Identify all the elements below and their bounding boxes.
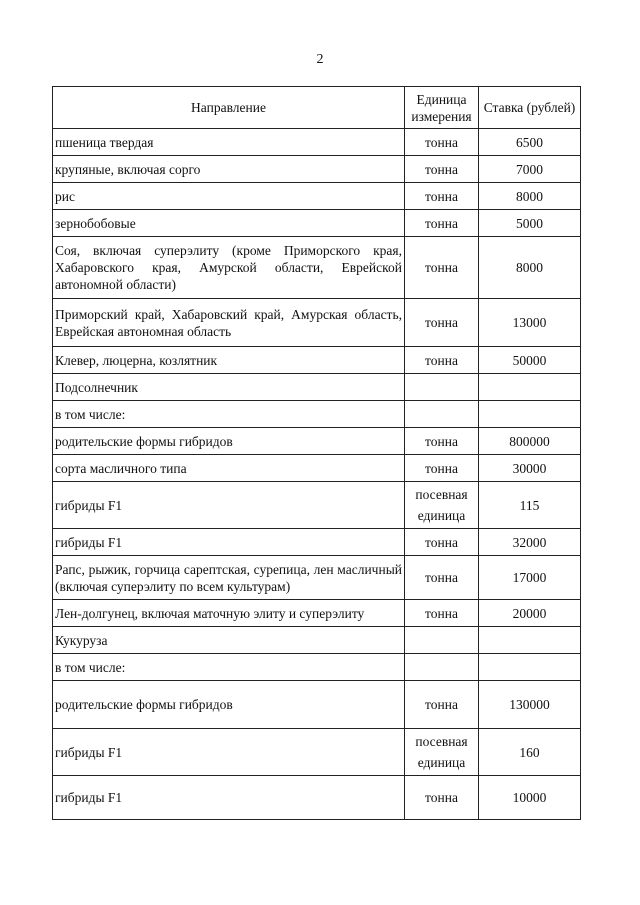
direction-cell: Кукуруза — [53, 627, 405, 654]
direction-cell: сорта масличного типа — [53, 455, 405, 482]
rate-cell: 6500 — [479, 129, 581, 156]
rate-cell: 30000 — [479, 455, 581, 482]
direction-cell: Приморский край, Хабаровский край, Амурская область, Еврейская автономная область — [53, 299, 405, 347]
rate-cell: 50000 — [479, 347, 581, 374]
unit-cell: посевная единица — [405, 729, 479, 776]
rate-cell: 160 — [479, 729, 581, 776]
table-row — [53, 455, 581, 482]
rate-cell — [479, 654, 581, 681]
unit-cell: тонна — [405, 183, 479, 210]
direction-cell: Подсолнечник — [53, 374, 405, 401]
rate-cell: 13000 — [479, 299, 581, 347]
direction-cell: гибриды F1 — [53, 482, 405, 529]
unit-cell — [405, 654, 479, 681]
table-row — [53, 210, 581, 237]
unit-cell: тонна — [405, 129, 479, 156]
direction-cell: крупяные, включая сорго — [53, 156, 405, 183]
table-row — [53, 681, 581, 729]
table-row — [53, 129, 581, 156]
rate-cell: 5000 — [479, 210, 581, 237]
unit-cell: тонна — [405, 776, 479, 820]
rate-cell: 800000 — [479, 428, 581, 455]
direction-cell: гибриды F1 — [53, 529, 405, 556]
direction-cell: Лен-долгунец, включая маточную элиту и суперэлиту — [53, 600, 405, 627]
direction-cell: родительские формы гибридов — [53, 681, 405, 729]
direction-cell: гибриды F1 — [53, 729, 405, 776]
header-unit: Единица измерения — [405, 87, 479, 129]
table-row — [53, 401, 581, 428]
rate-cell: 10000 — [479, 776, 581, 820]
table-row — [53, 556, 581, 600]
unit-cell: тонна — [405, 556, 479, 600]
rate-cell: 32000 — [479, 529, 581, 556]
unit-cell: тонна — [405, 299, 479, 347]
direction-cell: Рапс, рыжик, горчица сарептская, сурепица, лен масличный (включая суперэлиту по всем культурам) — [53, 556, 405, 600]
unit-cell: тонна — [405, 237, 479, 299]
rate-cell — [479, 627, 581, 654]
direction-cell: Соя, включая суперэлиту (кроме Приморского края, Хабаровского края, Амурской области, Еврейской автономной области) — [53, 237, 405, 299]
direction-cell: Клевер, люцерна, козлятник — [53, 347, 405, 374]
unit-cell: тонна — [405, 210, 479, 237]
unit-cell: тонна — [405, 529, 479, 556]
rate-cell — [479, 401, 581, 428]
header-rate: Ставка (рублей) — [479, 87, 581, 129]
table-row — [53, 627, 581, 654]
unit-cell: тонна — [405, 156, 479, 183]
rate-cell: 8000 — [479, 237, 581, 299]
table-row — [53, 654, 581, 681]
direction-cell: родительские формы гибридов — [53, 428, 405, 455]
unit-cell — [405, 401, 479, 428]
table-row — [53, 600, 581, 627]
direction-cell: в том числе: — [53, 401, 405, 428]
unit-cell: тонна — [405, 681, 479, 729]
unit-cell — [405, 627, 479, 654]
table-row — [53, 482, 581, 529]
table-row — [53, 237, 581, 299]
rate-cell: 20000 — [479, 600, 581, 627]
rate-cell: 130000 — [479, 681, 581, 729]
rate-cell: 115 — [479, 482, 581, 529]
table-row — [53, 156, 581, 183]
rates-table — [52, 86, 581, 820]
direction-cell: рис — [53, 183, 405, 210]
table-row — [53, 776, 581, 820]
table-row — [53, 729, 581, 776]
unit-cell: тонна — [405, 347, 479, 374]
rate-cell — [479, 374, 581, 401]
table-row — [53, 183, 581, 210]
unit-cell: посевная единица — [405, 482, 479, 529]
rate-cell: 8000 — [479, 183, 581, 210]
page-number: 2 — [316, 52, 324, 67]
header-row — [53, 87, 581, 129]
unit-cell: тонна — [405, 428, 479, 455]
table-row — [53, 374, 581, 401]
direction-cell: зернобобовые — [53, 210, 405, 237]
direction-cell: в том числе: — [53, 654, 405, 681]
unit-cell — [405, 374, 479, 401]
header-direction: Направление — [53, 87, 405, 129]
unit-cell: тонна — [405, 600, 479, 627]
table-row — [53, 428, 581, 455]
rate-cell: 7000 — [479, 156, 581, 183]
unit-cell: тонна — [405, 455, 479, 482]
direction-cell: пшеница твердая — [53, 129, 405, 156]
table-row — [53, 347, 581, 374]
direction-cell: гибриды F1 — [53, 776, 405, 820]
rate-cell: 17000 — [479, 556, 581, 600]
table-row — [53, 529, 581, 556]
table-row — [53, 299, 581, 347]
